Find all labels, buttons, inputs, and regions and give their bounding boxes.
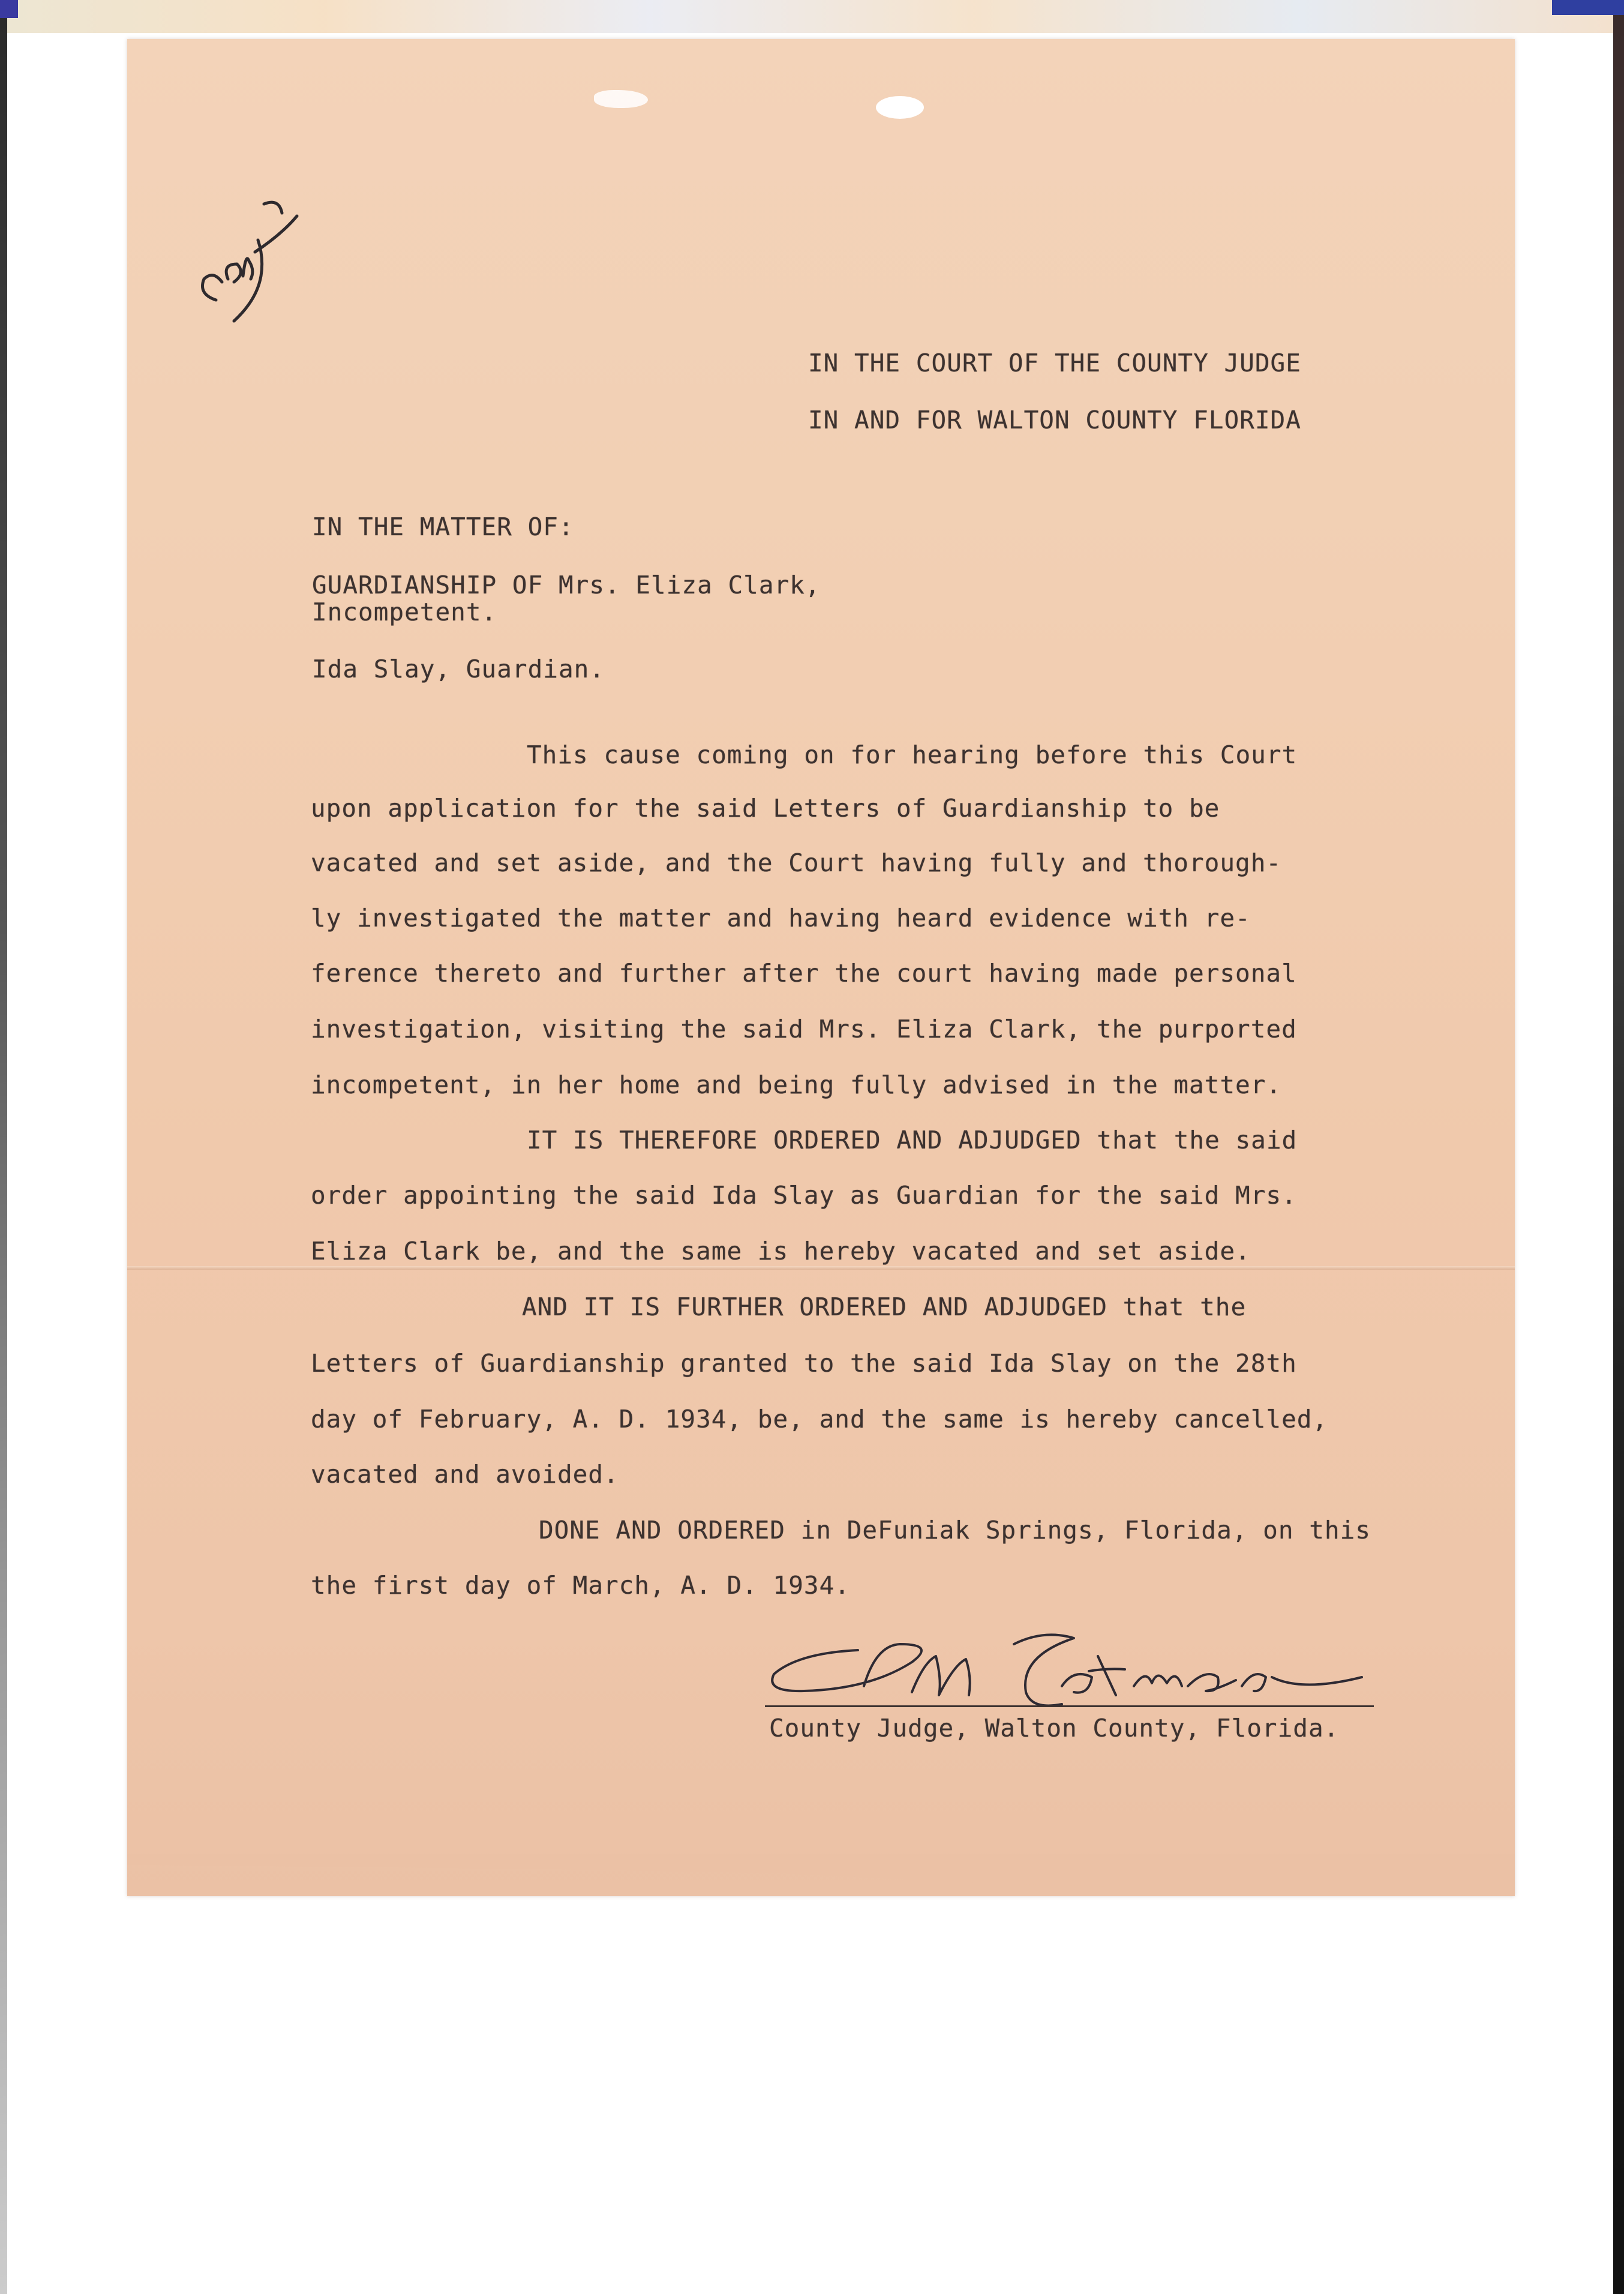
order-body-line: order appointing the said Ida Slay as Guardian for the said Mrs. [311, 1181, 1297, 1210]
scanner-color-strip [0, 0, 1624, 33]
order-body-line: ly investigated the matter and having heard evidence with re- [311, 904, 1251, 932]
scanner-right-edge [1613, 0, 1624, 2294]
order-body-line: This cause coming on for hearing before this Court [527, 740, 1298, 769]
paper-hole [594, 90, 648, 108]
order-body-line: vacated and set aside, and the Court having fully and thorough- [311, 848, 1282, 877]
matter-guardian-line: Ida Slay, Guardian. [312, 655, 605, 683]
matter-incompetent-line: Incompetent. [312, 598, 497, 626]
order-body-line: day of February, A. D. 1934, be, and the same is hereby cancelled, [311, 1405, 1328, 1434]
order-body-line: IT IS THEREFORE ORDERED AND ADJUDGED that the said [527, 1126, 1298, 1155]
order-body-line: DONE AND ORDERED in DeFuniak Springs, Florida, on this [539, 1516, 1371, 1545]
scanner-corner-mark-right [1552, 0, 1624, 15]
order-body-line: the first day of March, A. D. 1934. [311, 1571, 850, 1600]
signature-title: County Judge, Walton County, Florida. [769, 1714, 1340, 1743]
paper-hole [876, 96, 924, 119]
order-body-line: incompetent, in her home and being fully advised in the matter. [311, 1070, 1282, 1099]
court-heading-line-1: IN THE COURT OF THE COUNTY JUDGE [808, 349, 1301, 377]
court-heading-line-2: IN AND FOR WALTON COUNTY FLORIDA [808, 406, 1301, 434]
scanner-corner-mark [0, 0, 18, 18]
order-body-line: Letters of Guardianship granted to the said Ida Slay on the 28th [311, 1349, 1297, 1378]
order-body-line: ference thereto and further after the court having made personal [311, 959, 1297, 988]
order-body-line: Eliza Clark be, and the same is hereby vacated and set aside. [311, 1237, 1251, 1266]
handwritten-copy-note [180, 180, 300, 336]
order-body-line: AND IT IS FURTHER ORDERED AND ADJUDGED that the [522, 1293, 1247, 1321]
scanner-left-edge [0, 0, 7, 2294]
order-body-line: vacated and avoided. [311, 1460, 619, 1489]
paper-fold-crease [127, 1266, 1515, 1270]
signature-line [765, 1705, 1374, 1707]
matter-label: IN THE MATTER OF: [312, 512, 574, 541]
order-body-line: investigation, visiting the said Mrs. Eliza Clark, the purported [311, 1015, 1297, 1043]
order-body-line: upon application for the said Letters of Guardianship to be [311, 794, 1220, 823]
matter-guardianship-line: GUARDIANSHIP OF Mrs. Eliza Clark, [312, 571, 821, 599]
